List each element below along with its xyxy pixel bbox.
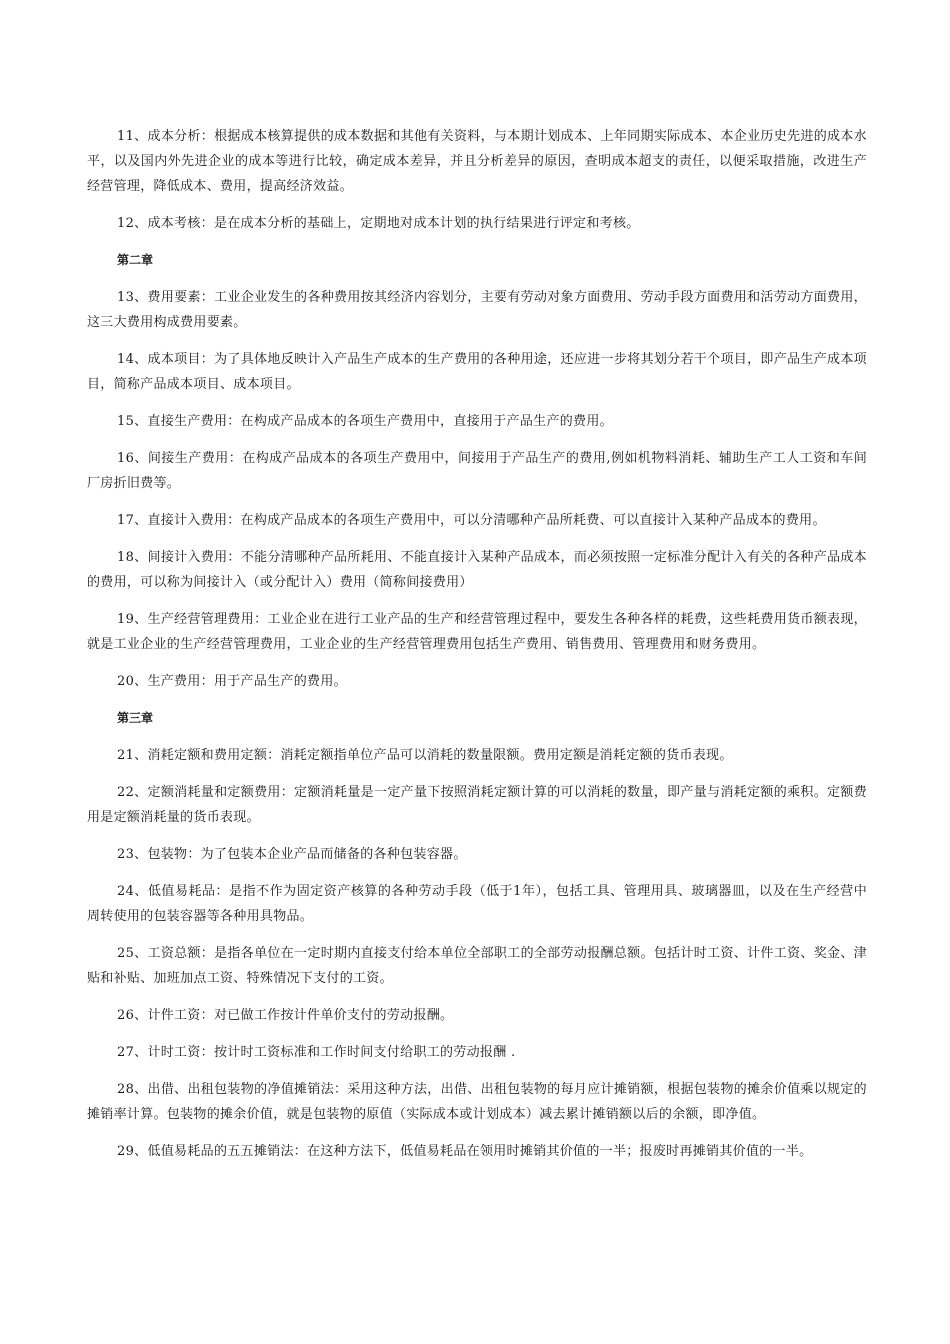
- chapter-heading-3: 第三章: [117, 711, 154, 725]
- paragraph-21-consumption-quota: 21、消耗定额和费用定额：消耗定额指单位产品可以消耗的数量限额。费用定额是消耗定额的货币表现。: [117, 748, 733, 763]
- chapter-heading-2: 第二章: [117, 253, 154, 267]
- paragraph-18-indirectly-charged-cost: 18、间接计入费用：不能分清哪种产品所耗用、不能直接计入某种产品成本，而必须按照一定标准分配计入有关的各种产品成本的费用，可以称为间接计入（或分配计入）费用（简称间接费用）: [87, 550, 867, 590]
- paragraph-17-directly-charged-cost: 17、直接计入费用：在构成产品成本的各项生产费用中，可以分清哪种产品所耗费、可以直接计入某种产品成本的费用。: [117, 513, 826, 528]
- paragraph-28-net-value-amortization: 28、出借、出租包装物的净值摊销法：采用这种方法，出借、出租包装物的每月应计摊销额，根据包装物的摊余价值乘以规定的摊销率计算。包装物的摊余价值，就是包装物的原值（实际成本或计划成本）减去累计摊销额以后的余额，即净值。: [87, 1082, 867, 1122]
- paragraph-29-fifty-fifty-amortization: 29、低值易耗品的五五摊销法：在这种方法下，低值易耗品在领用时摊销其价值的一半；报废时再摊销其价值的一半。: [117, 1144, 813, 1159]
- paragraph-12-cost-assessment: 12、成本考核：是在成本分析的基础上，定期地对成本计划的执行结果进行评定和考核。: [117, 216, 640, 231]
- document-page: [87, 124, 867, 1176]
- paragraph-15-direct-production-cost: 15、直接生产费用：在构成产品成本的各项生产费用中，直接用于产品生产的费用。: [117, 414, 613, 429]
- paragraph-22-quota-consumption: 22、定额消耗量和定额费用：定额消耗量是一定产量下按照消耗定额计算的可以消耗的数量，即产量与消耗定额的乘积。定额费用是定额消耗量的货币表现。: [87, 785, 867, 825]
- paragraph-14-cost-items: 14、成本项目：为了具体地反映计入产品生产成本的生产费用的各种用途，还应进一步将其划分若干个项目，即产品生产成本项目，简称产品成本项目、成本项目。: [87, 352, 867, 392]
- paragraph-23-packaging: 23、包装物：为了包装本企业产品而储备的各种包装容器。: [117, 847, 467, 862]
- paragraph-27-time-wages: 27、计时工资：按计时工资标准和工作时间支付给职工的劳动报酬 .: [117, 1045, 516, 1060]
- paragraph-25-total-wages: 25、工资总额：是指各单位在一定时期内直接支付给本单位全部职工的全部劳动报酬总额。包括计时工资、计件工资、奖金、津贴和补贴、加班加点工资、特殊情况下支付的工资。: [87, 946, 867, 986]
- paragraph-16-indirect-production-cost: 16、间接生产费用：在构成产品成本的各项生产费用中，间接用于产品生产的费用,例如机物料消耗、辅助生产工人工资和车间厂房折旧费等。: [87, 451, 867, 491]
- paragraph-19-operating-management-cost: 19、生产经营管理费用：工业企业在进行工业产品的生产和经营管理过程中，要发生各种各样的耗费，这些耗费用货币额表现，就是工业企业的生产经营管理费用，工业企业的生产经营管理费用包括生产费用、销售费用、管理费用和财务费用。: [87, 612, 867, 652]
- paragraph-11-cost-analysis: 11、成本分析：根据成本核算提供的成本数据和其他有关资料，与本期计划成本、上年同期实际成本、本企业历史先进的成本水平，以及国内外先进企业的成本等进行比较，确定成本差异，并且分析差异的原因，查明成本超支的责任，以便采取措施，改进生产经营管理，降低成本、费用，提高经济效益。: [87, 129, 867, 194]
- paragraph-24-low-value-consumables: 24、低值易耗品：是指不作为固定资产核算的各种劳动手段（低于1年），包括工具、管理用具、玻璃器皿，以及在生产经营中周转使用的包装容器等各种用具物品。: [87, 884, 867, 924]
- paragraph-20-production-cost: 20、生产费用：用于产品生产的费用。: [117, 674, 347, 689]
- paragraph-26-piece-wages: 26、计件工资：对已做工作按计件单价支付的劳动报酬。: [117, 1008, 454, 1023]
- paragraph-13-expense-elements: 13、费用要素：工业企业发生的各种费用按其经济内容划分，主要有劳动对象方面费用、劳动手段方面费用和活劳动方面费用，这三大费用构成费用要素。: [87, 290, 867, 330]
